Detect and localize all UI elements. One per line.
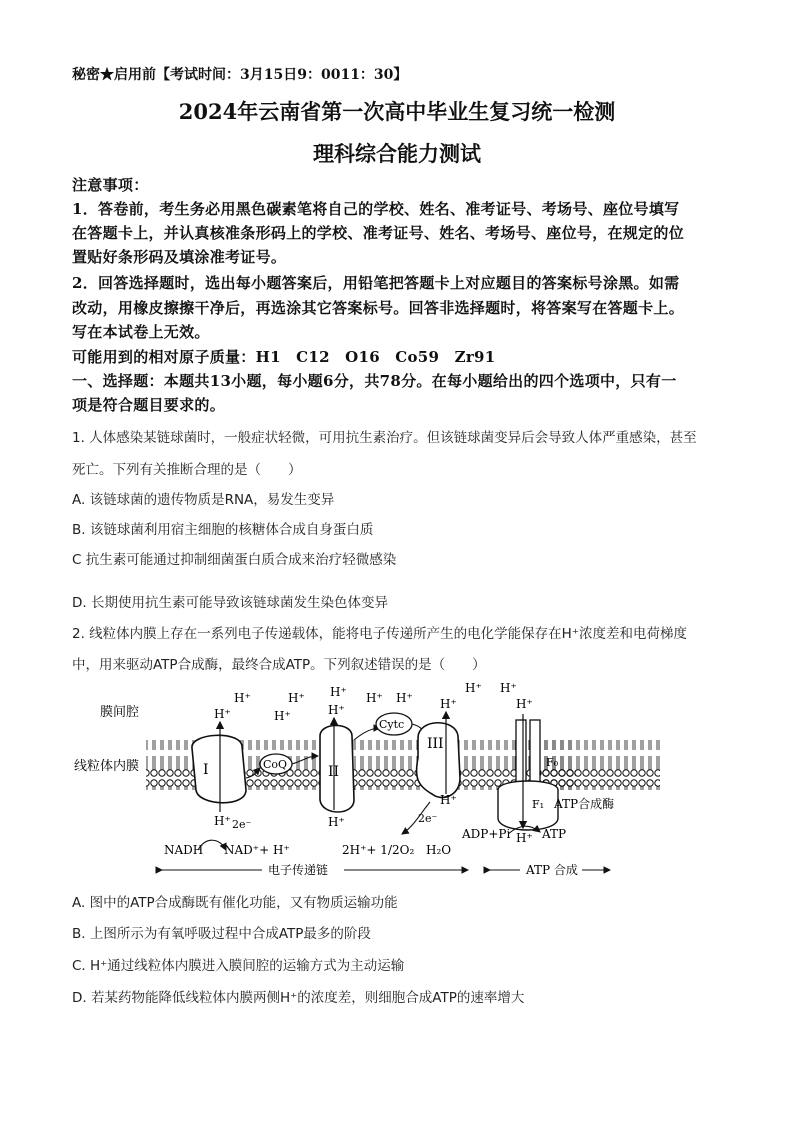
q2-stem-line-1: 2. 线粒体内膜上存在一系列电子传递载体，能将电子传递所产生的电化学能保存在H⁺浓度差和电荷梯度	[72, 626, 687, 642]
complex-1-shape	[192, 735, 246, 802]
h-plus-c2-top: H⁺	[328, 703, 345, 717]
note-2-line-1: 2．回答选择题时，选出每小题答案后，用铅笔把答题卡上对应题目的答案标号涂黑。如需	[72, 274, 680, 292]
note-1-line-1: 1．答卷前，考生务必用黑色碳素笔将自己的学校、姓名、准考证号、考场号、座位号填写	[72, 200, 680, 218]
q2-option-c: C. H⁺通过线粒体内膜进入膜间腔的运输方式为主动运输	[72, 958, 405, 974]
atp-synthesis-label: ATP 合成	[526, 863, 578, 877]
electron-transport-diagram	[70, 678, 730, 883]
note-2-line-2: 改动，用橡皮擦擦干净后，再选涂其它答案标号。回答非选择题时，将答案写在答题卡上。	[72, 299, 685, 317]
cytc-label: Cytc	[379, 718, 405, 731]
f1-head	[498, 781, 558, 830]
h-plus-top-8: H⁺	[500, 681, 517, 695]
nadh-label: NADH	[164, 843, 204, 857]
q2-stem-line-2: 中，用来驱动ATP合成酶，最终合成ATP。下列叙述错误的是（ ）	[72, 657, 486, 673]
section-heading-line-1: 一、选择题：本题共13小题，每小题6分，共78分。在每小题给出的四个选项中，只有一	[72, 372, 677, 390]
nad-plus-label: NAD⁺+ H⁺	[224, 843, 290, 857]
q1-option-c: C 抗生素可能通过抑制细菌蛋白质合成来治疗轻微感染	[72, 552, 397, 568]
h-plus-top-6: H⁺	[396, 691, 413, 705]
q2-option-d: D. 若某药物能降低线粒体内膜两侧H⁺的浓度差，则细胞合成ATP的速率增大	[72, 990, 525, 1006]
f0-label: F₀	[546, 756, 559, 769]
h-plus-c3-bottom: H⁺	[440, 793, 457, 807]
water-label: H₂O	[426, 843, 452, 857]
q2-option-a: A. 图中的ATP合成酶既有催化功能，又有物质运输功能	[72, 895, 398, 911]
complex-3-label: III	[427, 736, 444, 752]
section-heading-line-2: 项是符合题目要求的。	[72, 396, 226, 414]
q2-option-b: B. 上图所示为有氧呼吸过程中合成ATP最多的阶段	[72, 926, 371, 942]
q1-option-b: B. 该链球菌利用宿主细胞的核糖体合成自身蛋白质	[72, 522, 374, 538]
electron-c1: 2e⁻	[232, 818, 252, 831]
complex-3-shape	[417, 723, 460, 798]
exam-subtitle: 理科综合能力测试	[313, 141, 481, 166]
q1-option-a: A. 该链球菌的遗传物质是RNA，易发生变异	[72, 492, 335, 508]
oxygen-reaction-label: 2H⁺+ 1/2O₂	[342, 843, 415, 857]
f1-label: F₁	[532, 798, 545, 811]
h-plus-top-7: H⁺	[465, 681, 482, 695]
h-plus-synthase-bottom: H⁺	[516, 831, 533, 845]
note-1-line-3: 置贴好条形码及填涂准考证号。	[72, 248, 287, 266]
exam-title: 2024年云南省第一次高中毕业生复习统一检测	[178, 99, 616, 124]
q1-option-d: D. 长期使用抗生素可能导致该链球菌发生染色体变异	[72, 595, 388, 611]
h-plus-top-4: H⁺	[330, 685, 347, 699]
q1-stem-line-2: 死亡。下列有关推断合理的是（ ）	[72, 462, 302, 478]
atomic-mass-line: 可能用到的相对原子质量：H1 C12 O16 Co59 Zr91	[72, 348, 496, 366]
h-plus-top-1: H⁺	[234, 691, 251, 705]
h-plus-c1-bottom: H⁺	[214, 814, 231, 828]
complex-2-label: II	[328, 764, 340, 780]
atp-synthase-label: ATP合成酶	[554, 797, 615, 811]
h-plus-synthase-top: H⁺	[516, 697, 533, 711]
inner-membrane-label: 线粒体内膜	[74, 759, 140, 774]
h-plus-top-2: H⁺	[274, 709, 291, 723]
h-plus-c3-top: H⁺	[440, 697, 457, 711]
h-plus-c1-top: H⁺	[214, 707, 231, 721]
h-plus-c2-bottom: H⁺	[328, 815, 345, 829]
atp-label: ATP	[542, 827, 567, 841]
electron-c3: 2e⁻	[418, 812, 438, 825]
q1-stem-line-1: 1. 人体感染某链球菌时，一般症状轻微，可用抗生素治疗。但该链球菌变异后会导致人体严重感染，甚至	[72, 430, 697, 446]
coq-label: CoQ	[263, 758, 288, 771]
note-1-line-2: 在答题卡上，并认真核准条形码上的学校、准考证号、姓名、考场号、座位号，在规定的位	[72, 224, 685, 242]
notes-heading: 注意事项：	[72, 176, 149, 194]
confidential-banner: 秘密★启用前【考试时间：3月15日9：0011：30】	[72, 67, 408, 83]
note-2-line-3: 写在本试卷上无效。	[72, 323, 210, 341]
h-plus-top-5: H⁺	[366, 691, 383, 705]
intermembrane-space-label: 膜间腔	[100, 705, 140, 720]
etc-label: 电子传递链	[268, 863, 329, 877]
h-plus-top-3: H⁺	[288, 691, 305, 705]
adp-pi-label: ADP+Pi	[462, 827, 511, 841]
complex-1-label: I	[203, 762, 209, 778]
